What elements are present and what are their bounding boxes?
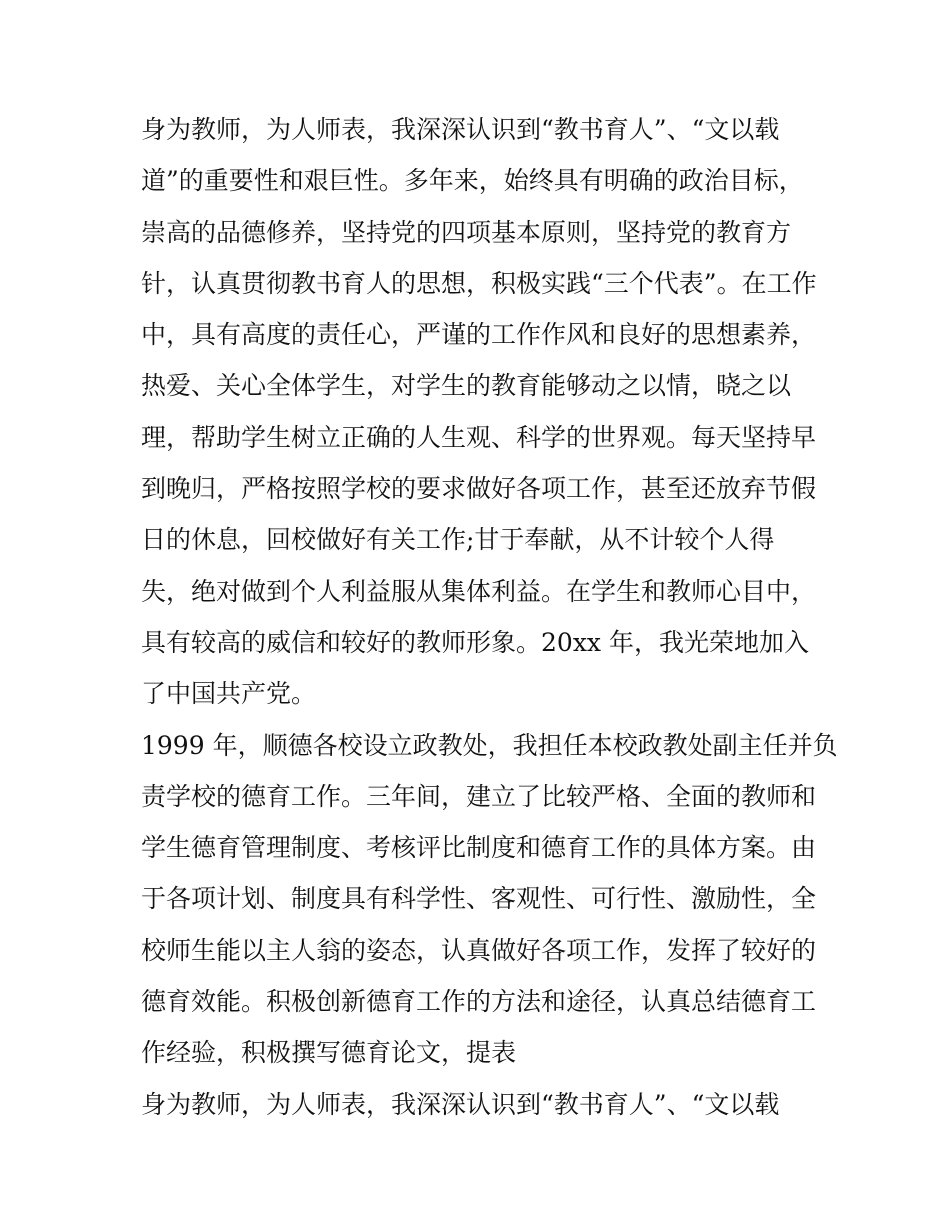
text-line: 作经验，积极撰写德育论文，提表 — [141, 1038, 517, 1068]
text-line: 学生德育管理制度、考核评比制度和德育工作的具体方案。由 — [141, 833, 817, 863]
text-line: 了中国共产党。 — [141, 679, 317, 709]
text-line: 责学校的德育工作。三年间，建立了比较严格、全面的教师和 — [141, 781, 817, 811]
text-line: 崇高的品德修养，坚持党的四项基本原则，坚持党的教育方 — [141, 217, 792, 247]
text-line: 校师生能以主人翁的姿态，认真做好各项工作，发挥了较好的 — [141, 935, 817, 965]
text-line: 身为教师，为人师表，我深深认识到“教书育人”、“文以载 — [141, 1089, 780, 1119]
text-line: 针，认真贯彻教书育人的思想，积极实践“三个代表”。在工作 — [141, 268, 817, 298]
text-line: 热爱、关心全体学生，对学生的教育能够动之以情，晓之以 — [141, 371, 792, 401]
text-line: 中，具有高度的责任心，严谨的工作作风和良好的思想素养， — [141, 320, 817, 350]
text-line: 日的休息，回校做好有关工作;甘于奉献，从不计较个人得 — [141, 525, 775, 555]
text-line: 身为教师，为人师表，我深深认识到“教书育人”、“文以载 — [141, 115, 780, 144]
text-line: 德育效能。积极创新德育工作的方法和途径，认真总结德育工 — [141, 987, 817, 1017]
text-line: 失，绝对做到个人利益服从集体利益。在学生和教师心目中， — [141, 576, 817, 606]
text-line: 理，帮助学生树立正确的人生观、科学的世界观。每天坚持早 — [141, 422, 817, 452]
text-line: 具有较高的威信和较好的教师形象。20xx 年，我光荣地加入 — [141, 627, 809, 657]
document-body — [141, 104, 838, 1130]
text-line: 到晚归，严格按照学校的要求做好各项工作，甚至还放弃节假 — [141, 474, 817, 504]
text-line: 道”的重要性和艰巨性。多年来，始终具有明确的政治目标， — [141, 166, 804, 196]
text-line: 1999 年，顺德各校设立政教处，我担任本校政教处副主任并负 — [141, 730, 838, 760]
text-line: 于各项计划、制度具有科学性、客观性、可行性、激励性，全 — [141, 884, 817, 914]
